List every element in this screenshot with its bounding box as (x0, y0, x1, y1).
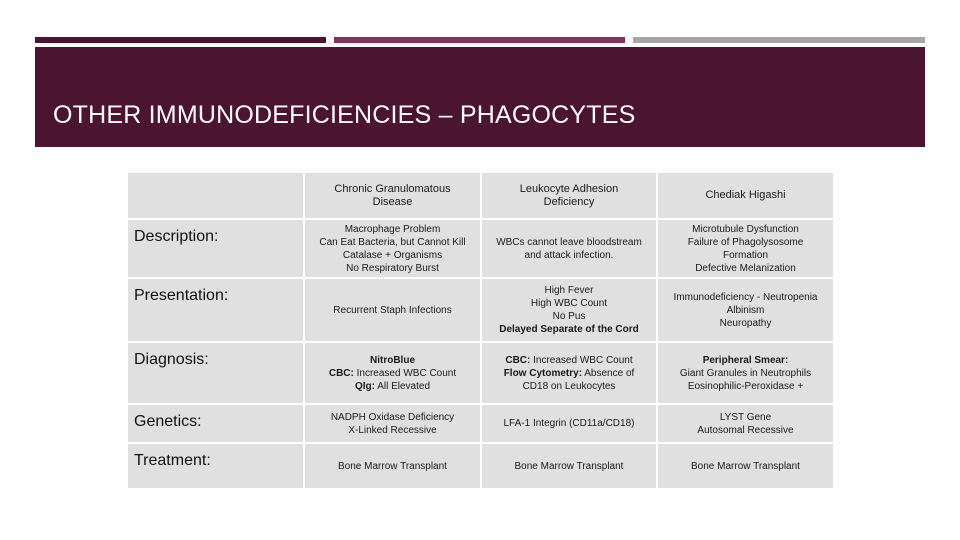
cell-line: WBCs cannot leave bloodstream (496, 236, 642, 248)
cell-line: LFA-1 Integrin (CD11a/CD18) (503, 418, 635, 429)
accent-bar-1 (35, 37, 326, 43)
cell-line: High WBC Count (530, 298, 608, 309)
cell-line: Formation (722, 249, 768, 261)
cell-cgd-genetics (305, 405, 480, 442)
cell-line: Bone Marrow Transplant (514, 460, 624, 472)
cell-line: Can Eat Bacteria, but Cannot Kill (319, 236, 466, 248)
column-header-chediak (658, 173, 833, 218)
column-header-line: Chronic Granulomatous (334, 182, 451, 195)
row-label-presentation: Presentation: (128, 279, 303, 341)
title-banner (35, 47, 925, 147)
bold-text: Flow Cytometry: (503, 367, 583, 379)
cell-line: Bone Marrow Transplant (691, 460, 800, 472)
cell-lad-treatment (482, 444, 656, 488)
cell-line (662, 354, 829, 367)
cell-cgd-treatment (305, 444, 480, 488)
cell-lad-genetics (482, 405, 656, 442)
cell-line: Microtubule Dysfunction (692, 223, 799, 235)
row-label-diagnosis: Diagnosis: (128, 343, 303, 403)
cell-cgd-diagnosis (305, 343, 480, 403)
cell-line: and attack infection. (524, 249, 614, 261)
cell-line: NADPH Oxidase Deficiency (330, 411, 455, 423)
cell-line: Defective Melanization (695, 262, 796, 274)
column-header-cgd (305, 173, 480, 218)
column-header-line: Leukocyte Adhesion (519, 182, 619, 195)
cell-line: X-Linked Recessive (348, 424, 437, 436)
cell-line: Eosinophilic-Peroxidase + (687, 380, 804, 392)
cell-line: Failure of Phagolysosome (687, 236, 804, 248)
bold-text: CBC: (328, 367, 354, 379)
plain-text: Increased WBC Count (530, 354, 633, 366)
bold-text: QIg: (354, 380, 375, 392)
accent-bar-2 (334, 37, 625, 43)
column-header-lad (482, 173, 656, 218)
cell-line: High Fever (544, 285, 594, 296)
cell-line: No Respiratory Burst (346, 262, 439, 274)
table-row-description (128, 220, 833, 277)
cell-line (486, 354, 652, 367)
cell-chediak-description (658, 220, 833, 277)
cell-line-bold: Delayed Separate of the Cord (499, 324, 639, 335)
cell-line: No Pus (552, 311, 586, 322)
cell-line (309, 354, 476, 367)
cell-lad-presentation (482, 279, 656, 341)
cell-line: Neuropathy (719, 317, 772, 329)
comparison-table (126, 171, 835, 490)
cell-line: Bone Marrow Transplant (338, 460, 447, 472)
cell-line (309, 367, 476, 380)
cell-line: Catalase + Organisms (342, 249, 443, 261)
row-label-genetics: Genetics: (128, 405, 303, 442)
cell-lad-description (482, 220, 656, 277)
table-row-presentation (128, 279, 833, 341)
table-header-row (128, 173, 833, 218)
cell-chediak-presentation (658, 279, 833, 341)
column-header-line: Chediak Higashi (705, 189, 786, 201)
column-header-line: Disease (372, 195, 413, 208)
cell-line: Albinism (726, 304, 765, 316)
cell-line: Recurrent Staph Infections (333, 304, 452, 316)
row-label-treatment: Treatment: (128, 444, 303, 488)
cell-line: Autosomal Recessive (697, 424, 794, 436)
cell-line: Giant Granules in Neutrophils (679, 367, 812, 379)
accent-bar-3 (633, 37, 925, 43)
plain-text: All Elevated (374, 380, 431, 392)
bold-text: Peripheral Smear: (702, 354, 789, 366)
cell-line: CD18 on Leukocytes (522, 380, 616, 392)
cell-line (309, 380, 476, 393)
cell-line: Macrophage Problem (344, 223, 441, 235)
empty-corner-cell (128, 173, 303, 218)
row-label-description: Description: (128, 220, 303, 277)
table-row-diagnosis (128, 343, 833, 403)
table-row-genetics (128, 405, 833, 442)
cell-chediak-treatment (658, 444, 833, 488)
cell-lad-diagnosis (482, 343, 656, 403)
cell-line (486, 367, 652, 380)
column-header-line: Deficiency (543, 195, 595, 208)
cell-line: Immunodeficiency - Neutropenia (673, 291, 818, 303)
cell-cgd-description (305, 220, 480, 277)
table-row-treatment (128, 444, 833, 488)
plain-text: Increased WBC Count (353, 367, 457, 379)
cell-chediak-genetics (658, 405, 833, 442)
cell-chediak-diagnosis (658, 343, 833, 403)
cell-line: LYST Gene (719, 411, 772, 423)
slide-title: OTHER IMMUNODEFICIENCIES – PHAGOCYTES (53, 101, 636, 129)
bold-text: NitroBlue (370, 354, 415, 366)
cell-cgd-presentation (305, 279, 480, 341)
plain-text: Absence of (582, 367, 635, 379)
bold-text: CBC: (505, 354, 531, 366)
